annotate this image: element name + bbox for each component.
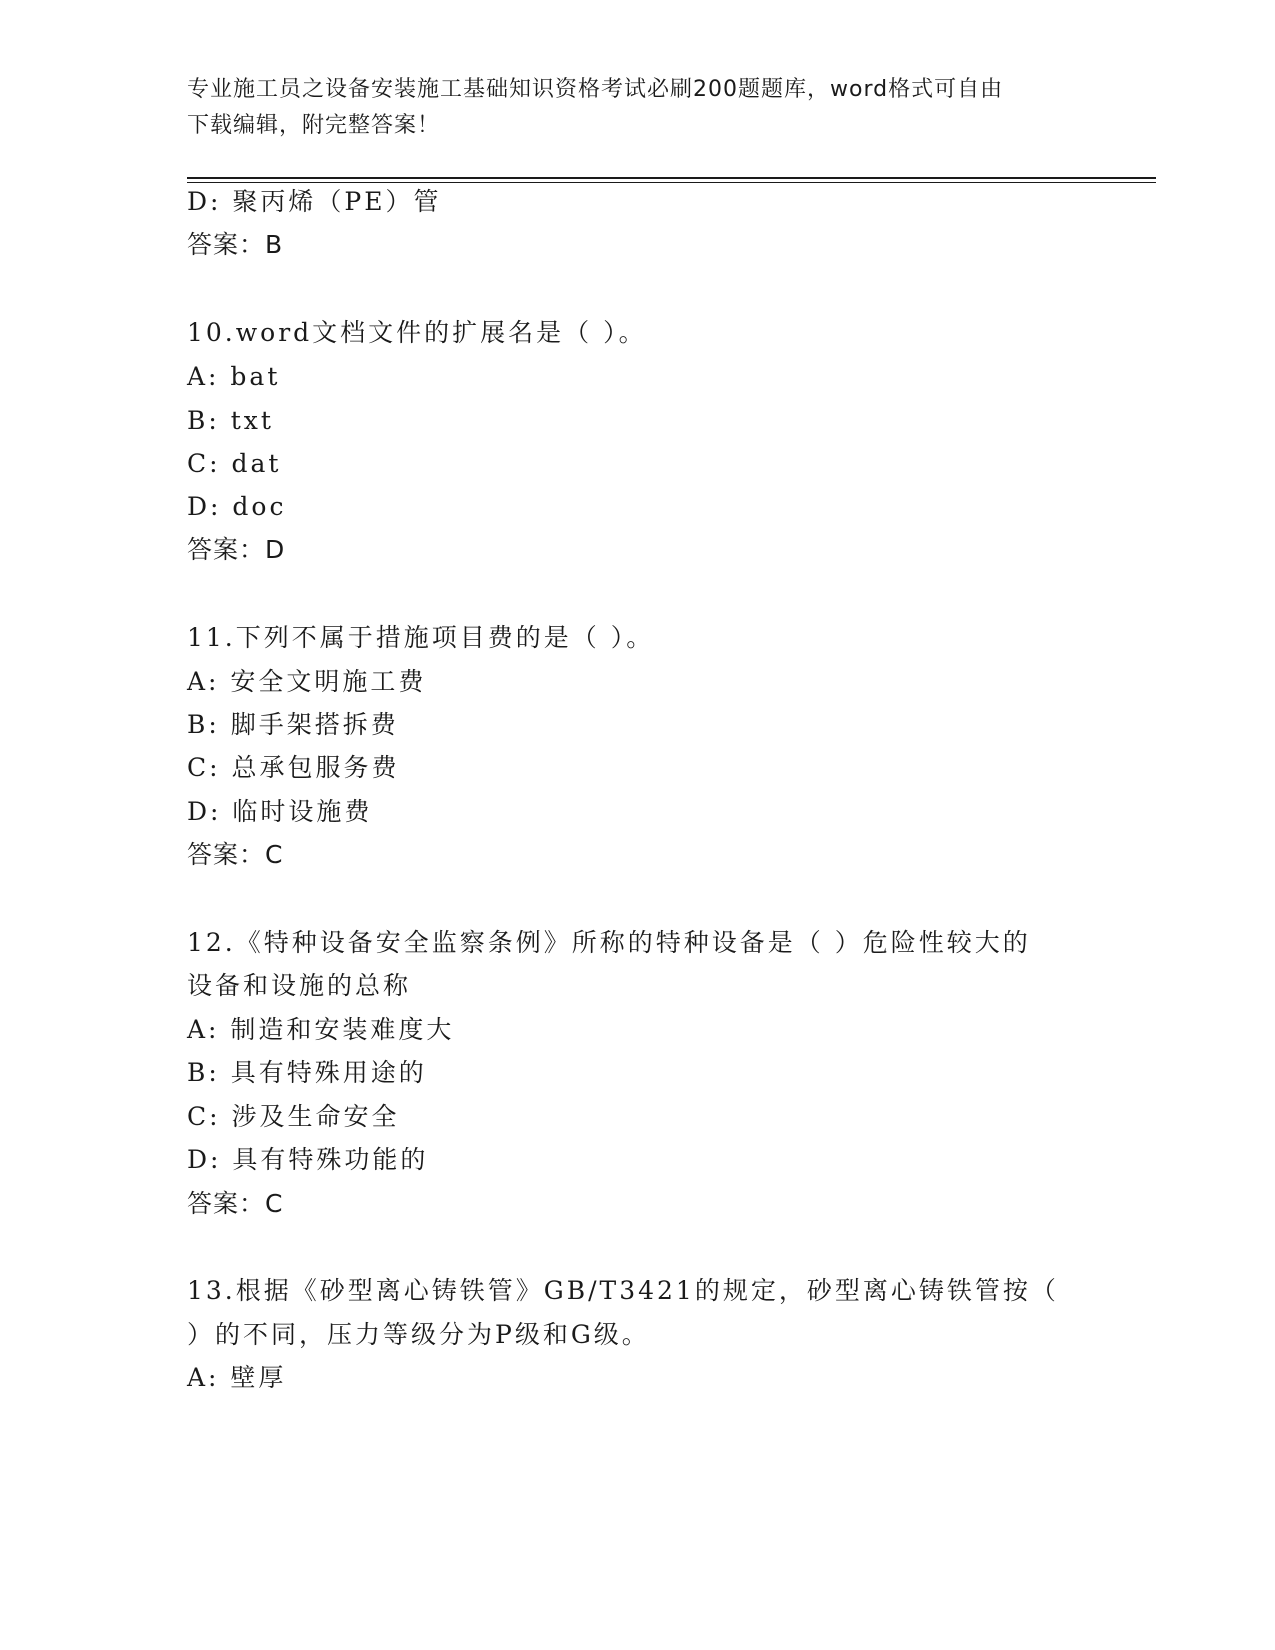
option-d: D: 具有特殊功能的 [187, 1145, 429, 1174]
option-a: A: bat [187, 362, 281, 391]
option-a: A: 壁厚 [187, 1363, 287, 1392]
answer: 答案：C [187, 1189, 284, 1218]
option-c: C: 涉及生命安全 [187, 1102, 400, 1131]
question-stem-line-1: 12.《特种设备安全监察条例》所称的特种设备是（ ）危险性较大的 [187, 928, 1031, 957]
option-d: D: doc [187, 492, 287, 521]
question-stem: 11.下列不属于措施项目费的是（ ）。 [187, 623, 655, 652]
header-title-line-1: 专业施工员之设备安装施工基础知识资格考试必刷200题题库，word格式可自由 [187, 77, 1004, 102]
question-stem-line-2: 设备和设施的总称 [187, 971, 412, 1000]
answer: 答案：C [187, 840, 284, 869]
question-stem: 10.word文档文件的扩展名是（ ）。 [187, 318, 647, 347]
option-b: B: 脚手架搭拆费 [187, 710, 399, 739]
option-a: A: 制造和安装难度大 [187, 1015, 455, 1044]
option-c: C: 总承包服务费 [187, 753, 400, 782]
header-divider-thick [187, 177, 1156, 179]
option-c: C: dat [187, 449, 282, 478]
option-b: B: txt [187, 406, 274, 435]
header-title-line-2: 下载编辑，附完整答案！ [187, 113, 441, 138]
answer: 答案：D [187, 535, 286, 564]
option-d: D: 聚丙烯（PE）管 [187, 187, 442, 216]
question-stem-line-2: ）的不同，压力等级分为P级和G级。 [187, 1320, 650, 1349]
option-b: B: 具有特殊用途的 [187, 1058, 427, 1087]
answer: 答案：B [187, 230, 284, 259]
header-divider-thin [187, 182, 1156, 183]
question-stem-line-1: 13.根据《砂型离心铸铁管》GB/T3421的规定，砂型离心铸铁管按（ [187, 1276, 1059, 1305]
document-header [187, 72, 1067, 144]
option-a: A: 安全文明施工费 [187, 667, 427, 696]
option-d: D: 临时设施费 [187, 797, 373, 826]
